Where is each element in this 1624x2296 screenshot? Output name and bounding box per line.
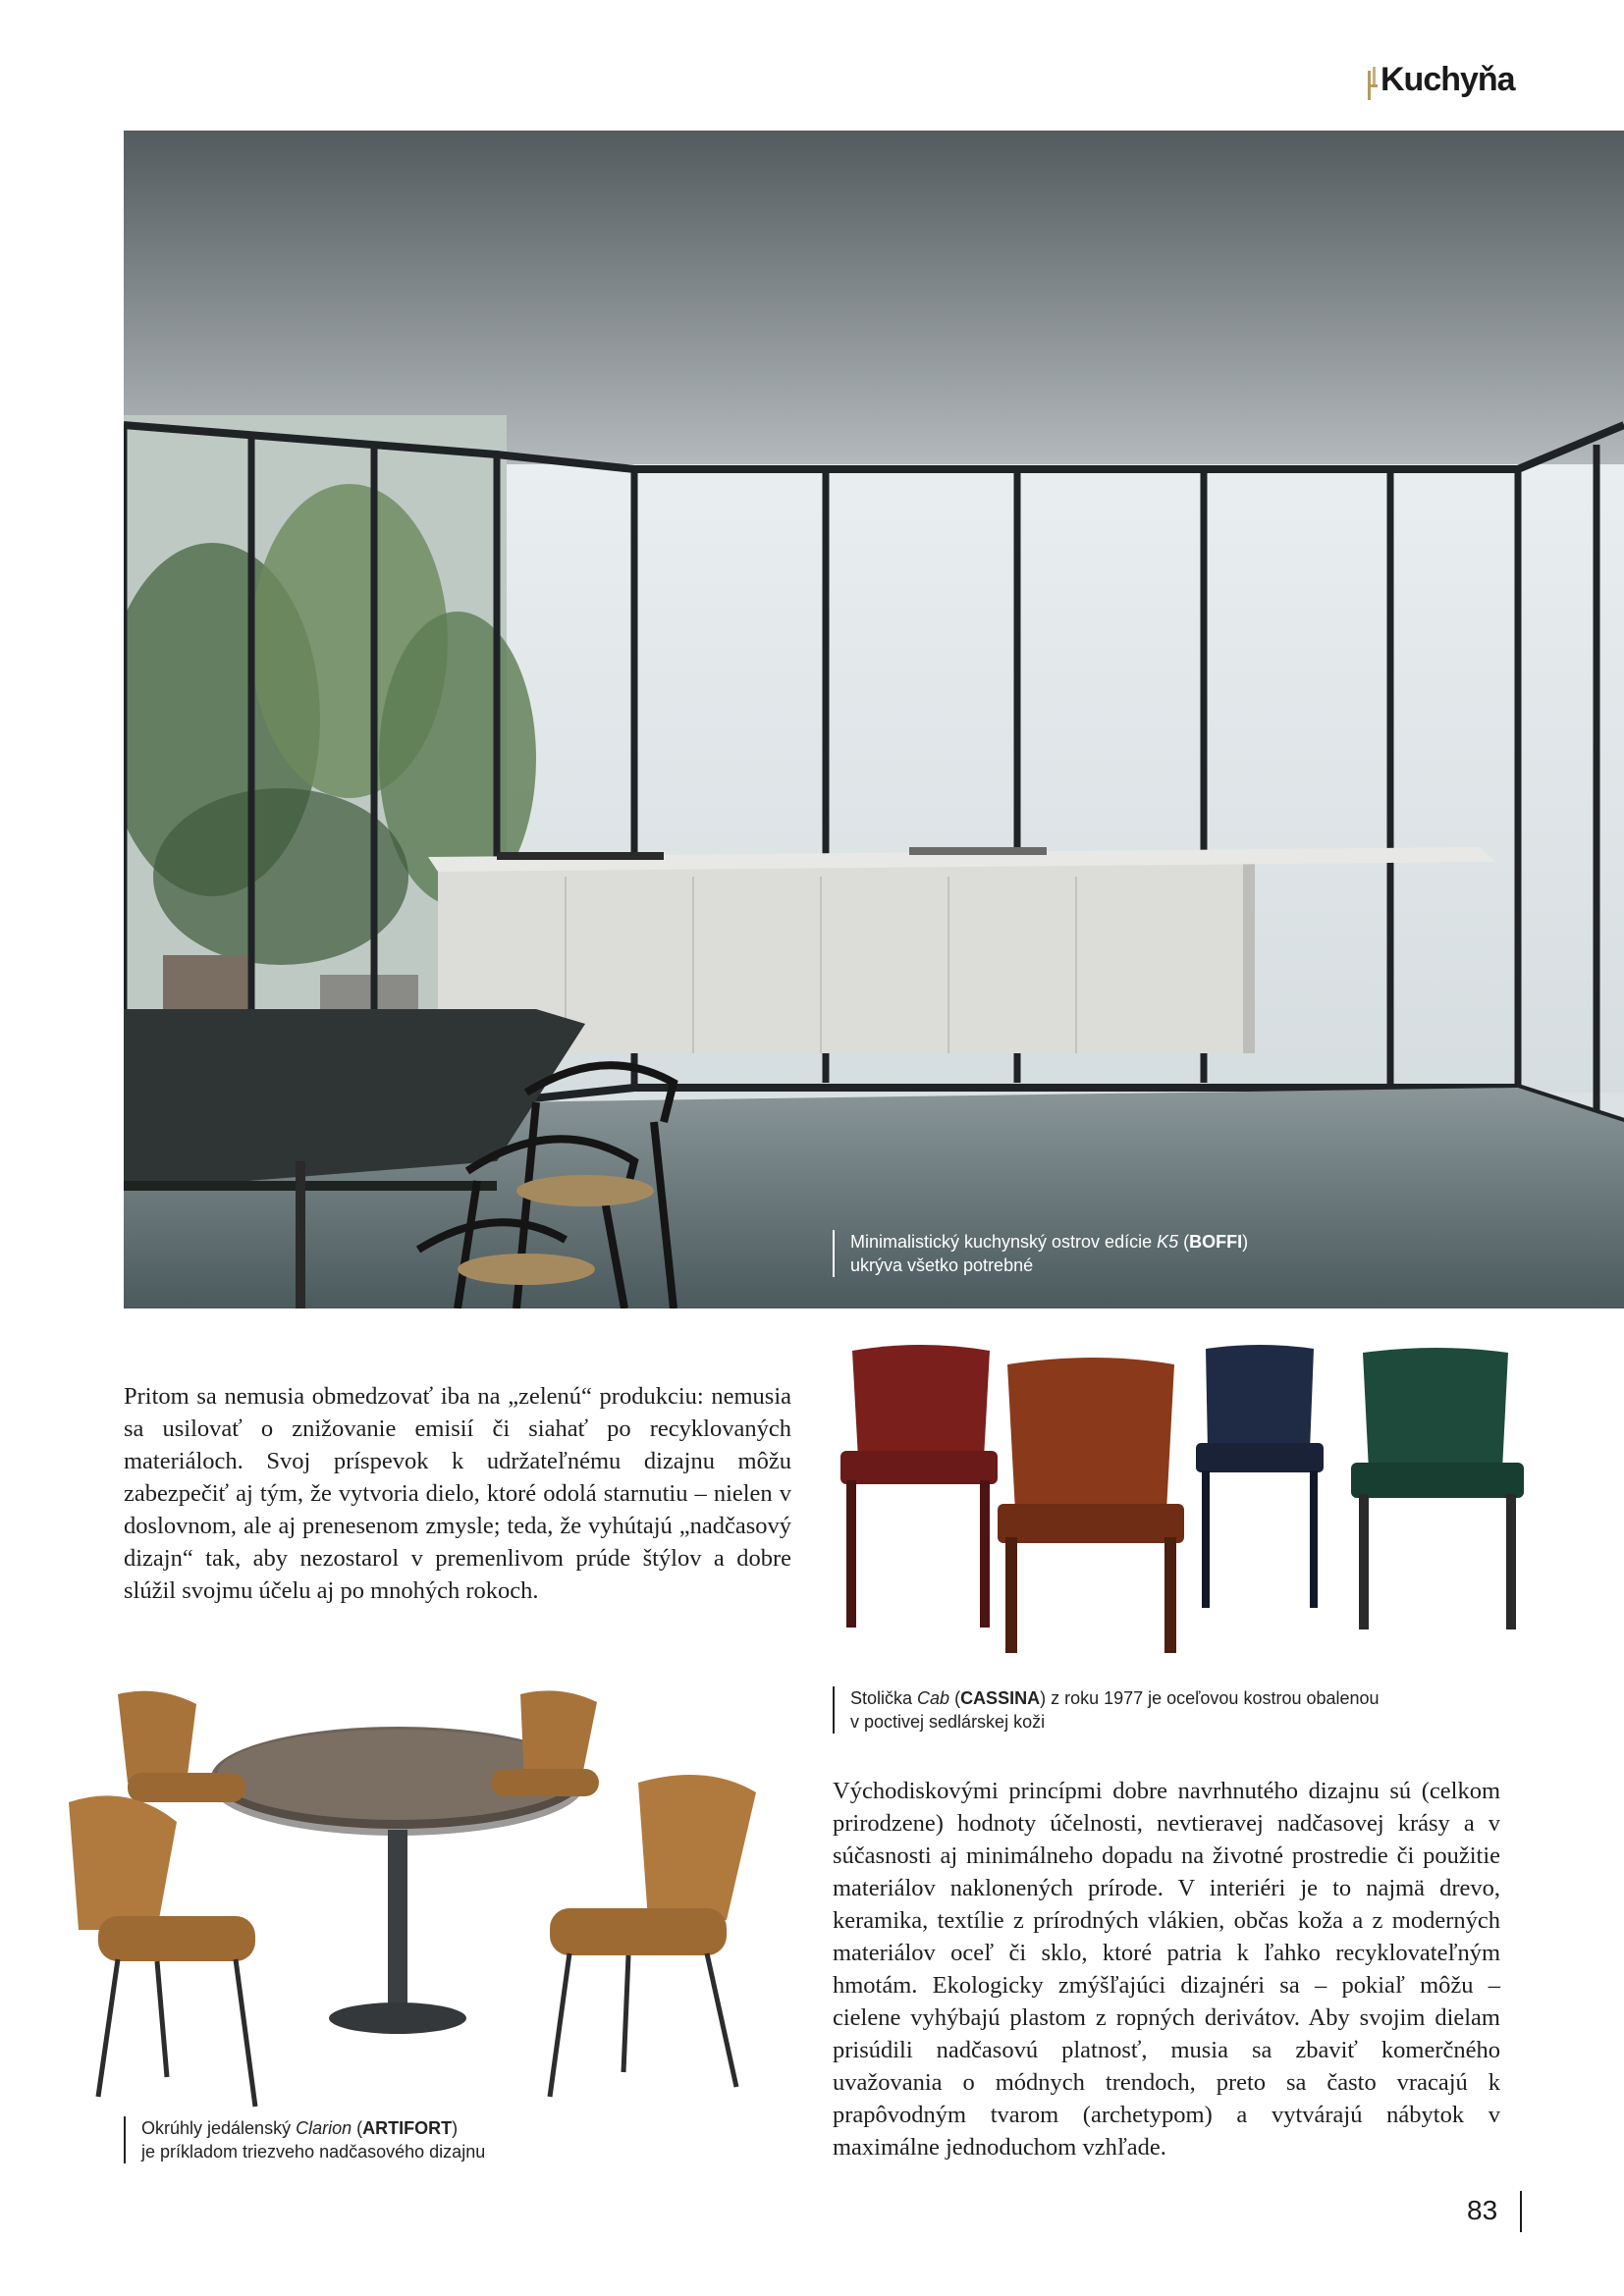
table-caption-line2: je príkladom triezveho nadčasového dizajnu bbox=[141, 2142, 486, 2162]
brand-name: BOFFI bbox=[1189, 1232, 1243, 1252]
chairs-caption bbox=[833, 1686, 1380, 1734]
chairs-caption-line1: Stolička Cab (CASSINA) z roku 1977 je oceľovou kostrou obalenou bbox=[850, 1688, 1380, 1708]
page-number: 83 bbox=[1467, 2195, 1498, 2225]
brand-name: CASSINA bbox=[960, 1688, 1041, 1708]
article-paragraph-right: Východiskovými princípmi dobre navrhnutého dizajnu sú (celkom prirodzene) hodnoty účelnosti, nevtieravej nadčasovej krásy a v súčasnosti aj minimálneho dopadu na životné prostredie či použitie materiálov naklonených prírode. V interiéri je to najmä drevo, keramika, textílie z prírodných vlákien, občas koža a z moderných materiálov oceľ či sklo, ktoré patria k ľahko recyklovateľným hmotám. Ekologicky zmýšľajúci dizajnéri sa – pokiaľ môžu – cielene vyhýbajú plastom z ropných derivátov. Aby svojim dielam prisúdili nadčasovú platnosť, musia sa zbaviť komerčného uvažovania o módnych trendoch, preto sa často vracajú k prapôvodným tvarom (archetypom) a vytvárajú nábytok v maximálne jednoduchom vzhľade. bbox=[833, 1778, 1500, 2161]
hero-caption-line1: Minimalistický kuchynský ostrov edície K5 (BOFFI) bbox=[850, 1232, 1249, 1252]
brand-name: ARTIFORT bbox=[362, 2118, 453, 2138]
table-caption bbox=[124, 2116, 485, 2163]
cassina-chairs-photo bbox=[833, 1341, 1624, 1657]
hero-caption-line2: ukrýva všetko potrebné bbox=[850, 1255, 1034, 1275]
logo-mark-icon bbox=[1367, 65, 1380, 102]
model-name: Clarion bbox=[296, 2118, 352, 2138]
section-title: Kuchyňa bbox=[1380, 61, 1515, 98]
model-name: Cab bbox=[917, 1688, 950, 1708]
artifort-table-photo bbox=[59, 1684, 833, 2121]
hero-kitchen-photo bbox=[124, 131, 1624, 1308]
article-paragraph-left: Pritom sa nemusia obmedzovať iba na „zelenú“ produkciu: nemusia sa usilovať o znižovanie emisií či siahať po recyklovaných materiáloch. Svoj príspevok k udržateľnému dizajnu môžu zabezpečiť aj tým, že vytvoria dielo, ktoré odolá starnutiu – nielen v doslovnom, ale aj prenesenom zmysle; teda, že vyhútajú „nadčasový dizajn“ tak, aby nezostarol v premenlivom prúde štýlov a dobre slúžil svojmu účelu aj po mnohých rokoch. bbox=[124, 1383, 791, 1604]
table-caption-line1: Okrúhly jedálenský Clarion (ARTIFORT) bbox=[141, 2118, 459, 2138]
model-name: K5 bbox=[1157, 1232, 1179, 1252]
chairs-caption-line2: v poctivej sedlárskej koži bbox=[850, 1712, 1046, 1732]
page-number-rule bbox=[1520, 2191, 1522, 2232]
section-logo bbox=[1367, 57, 1524, 108]
hero-caption bbox=[833, 1230, 1248, 1277]
